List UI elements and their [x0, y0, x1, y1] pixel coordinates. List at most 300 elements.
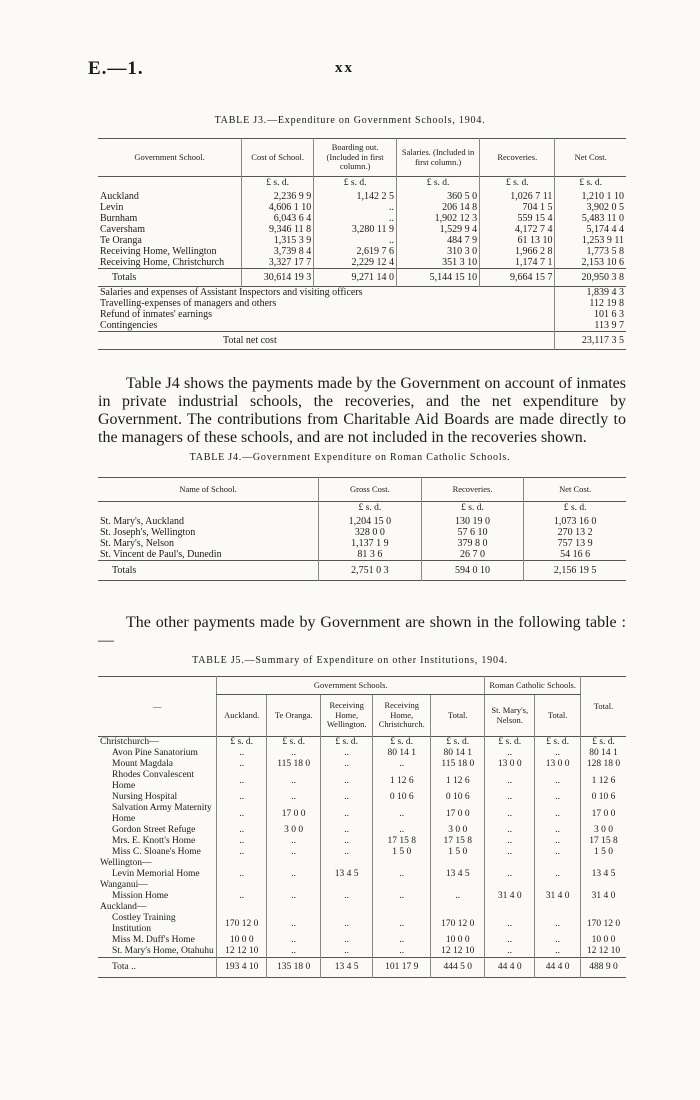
row-cell: 0 10 6	[373, 792, 431, 803]
row-label: St. Vincent de Paul's, Dunedin	[100, 548, 222, 560]
row-cell: 3,280 11 9	[314, 224, 397, 235]
unit-header: £ s. d.	[314, 177, 397, 191]
row-label: Te Oranga	[100, 234, 142, 246]
row-cell: 12 12 10	[581, 946, 626, 958]
table-row	[98, 286, 626, 298]
table-row	[98, 847, 626, 858]
row-cell: 351 3 10	[397, 257, 480, 269]
row-cell: 2,153 10 6	[555, 257, 626, 269]
row-cell: ..	[321, 792, 373, 803]
group-row	[98, 880, 626, 891]
row-cell	[267, 880, 321, 891]
row-cell: ..	[373, 803, 431, 825]
row-cell: 757 13 9	[524, 538, 626, 549]
row-cell	[581, 858, 626, 869]
total-cell: 9,271 14 0	[314, 268, 397, 286]
table-j4-caption: TABLE J4.—Government Expenditure on Roman Catholic Schools.	[189, 452, 511, 463]
col-header: Net Cost.	[524, 478, 626, 502]
row-label: Avon Pine Sanatorium	[112, 748, 198, 758]
row-cell: 57 6 10	[421, 527, 524, 538]
col-header: Receiving Home, Wellington.	[321, 695, 373, 737]
table-row	[98, 257, 626, 269]
row-cell: ..	[217, 803, 267, 825]
row-cell: 4,172 7 4	[480, 224, 555, 235]
row-cell: 310 3 0	[397, 246, 480, 257]
row-cell: ..	[535, 935, 581, 946]
col-header: Net Cost.	[555, 139, 626, 177]
row-cell	[485, 902, 535, 913]
total-cell: 9,664 15 7	[480, 268, 555, 286]
col-header: Salaries. (Included in first column.)	[397, 139, 480, 177]
row-label: Receiving Home, Christchurch	[100, 256, 225, 268]
row-label: Burnham	[100, 212, 138, 224]
col-header: Recoveries.	[421, 478, 524, 502]
row-cell: ..	[321, 847, 373, 858]
table-j5	[98, 676, 626, 978]
table-j5-caption: TABLE J5.—Summary of Expenditure on other Institutions, 1904.	[192, 655, 508, 666]
row-cell: 31 4 0	[535, 891, 581, 902]
group-row	[98, 902, 626, 913]
row-cell: 3 0 0	[431, 825, 485, 836]
total-cell: 20,950 3 8	[555, 268, 626, 286]
row-cell: 2,619 7 6	[314, 246, 397, 257]
table-row	[98, 748, 626, 759]
table-j3	[98, 138, 626, 350]
row-cell: 379 8 0	[421, 538, 524, 549]
row-cell: 80 14 1	[431, 748, 485, 759]
table-row	[98, 235, 626, 246]
col-header: Gross Cost.	[319, 478, 422, 502]
row-cell: ..	[535, 946, 581, 958]
row-cell: ..	[321, 935, 373, 946]
col-header: Total.	[535, 695, 581, 737]
row-cell: 1,902 12 3	[397, 213, 480, 224]
total-cell: 5,144 15 10	[397, 268, 480, 286]
row-label: Gordon Street Refuge	[112, 825, 196, 835]
table-row	[98, 320, 626, 332]
row-label: Christchurch—	[100, 737, 159, 747]
row-cell: 270 13 2	[524, 527, 626, 538]
group-header: Government Schools.	[217, 677, 485, 695]
row-cell: ..	[217, 869, 267, 880]
group-header: Roman Catholic Schools.	[485, 677, 581, 695]
col-header-blank: —	[152, 700, 162, 711]
row-cell: 1 5 0	[581, 847, 626, 858]
row-cell: ..	[267, 847, 321, 858]
row-cell: 4,606 1 10	[242, 202, 314, 213]
paragraph-j4-intro: Table J4 shows the payments made by the Government on account of inmates in private industrial schools, the recoveries, and the net expenditure by Government. The contributions from Charitable Aid Boards are made directly to the managers of these schools, and are not included in the recoveries shown.	[98, 375, 626, 446]
page-number: xx	[335, 60, 354, 76]
row-cell: ..	[485, 770, 535, 792]
row-label: St. Mary's, Auckland	[100, 515, 185, 527]
row-cell: £ s. d.	[321, 737, 373, 749]
row-cell: 0 10 6	[431, 792, 485, 803]
row-cell: ..	[485, 825, 535, 836]
row-label: Receiving Home, Wellington	[100, 245, 217, 257]
row-cell: 12 12 10	[217, 946, 267, 958]
row-cell: ..	[485, 847, 535, 858]
row-cell: 2,229 12 4	[314, 257, 397, 269]
total-cell: 488 9 0	[581, 958, 626, 978]
row-cell: ..	[314, 213, 397, 224]
row-cell: 206 14 8	[397, 202, 480, 213]
totals-label: Totals	[112, 271, 137, 283]
row-cell: £ s. d.	[373, 737, 431, 749]
row-cell: ..	[485, 913, 535, 935]
row-cell	[217, 858, 267, 869]
table-row	[98, 792, 626, 803]
row-cell: 1,073 16 0	[524, 516, 626, 527]
row-cell: 1,210 1 10	[555, 191, 626, 202]
row-cell: ..	[217, 792, 267, 803]
row-cell	[373, 902, 431, 913]
page-section-label: E.—1.	[88, 58, 144, 79]
row-cell: ..	[217, 847, 267, 858]
row-cell: ..	[485, 935, 535, 946]
row-cell: 3 0 0	[581, 825, 626, 836]
row-cell: £ s. d.	[267, 737, 321, 749]
col-header: St. Mary's, Nelson.	[485, 695, 535, 737]
row-cell: ..	[535, 748, 581, 759]
row-cell: ..	[321, 913, 373, 935]
row-cell: 17 0 0	[581, 803, 626, 825]
row-label: Levin Memorial Home	[112, 869, 200, 879]
row-cell	[535, 858, 581, 869]
totals-label: Totals	[112, 564, 137, 576]
row-cell: ..	[314, 235, 397, 246]
row-cell: 31 4 0	[485, 891, 535, 902]
row-cell: 1 5 0	[431, 847, 485, 858]
row-label: Costley Training Institution	[112, 913, 176, 934]
table-row	[98, 825, 626, 836]
table-j3-caption: TABLE J3.—Expenditure on Government Schools, 1904.	[214, 115, 486, 126]
row-cell: 3 0 0	[267, 825, 321, 836]
row-cell: ..	[485, 946, 535, 958]
row-cell: 113 9 7	[555, 320, 626, 332]
table-row	[98, 309, 626, 320]
row-cell: ..	[321, 748, 373, 759]
row-cell: 0 10 6	[581, 792, 626, 803]
row-cell: 17 15 8	[373, 836, 431, 847]
row-cell: 3,902 0 5	[555, 202, 626, 213]
table-row	[98, 538, 626, 549]
total-cell: 13 4 5	[321, 958, 373, 978]
row-cell: 1 5 0	[373, 847, 431, 858]
row-label: Travelling-expenses of managers and others	[100, 297, 277, 309]
row-cell: £ s. d.	[581, 737, 626, 749]
row-cell: £ s. d.	[535, 737, 581, 749]
row-cell: 81 3 6	[319, 549, 422, 561]
row-label: Caversham	[100, 223, 145, 235]
row-cell: ..	[267, 946, 321, 958]
row-cell	[431, 880, 485, 891]
unit-header: £ s. d.	[480, 177, 555, 191]
row-cell: 54 16 6	[524, 549, 626, 561]
row-label: Rhodes Convalescent Home	[112, 770, 195, 791]
row-cell: ..	[217, 825, 267, 836]
table-row	[98, 759, 626, 770]
row-cell: 1,026 7 11	[480, 191, 555, 202]
row-label: Auckland	[100, 190, 139, 202]
row-cell: 559 15 4	[480, 213, 555, 224]
row-cell: 328 0 0	[319, 527, 422, 538]
row-label: Miss C. Sloane's Home	[112, 847, 201, 857]
row-cell: ..	[373, 759, 431, 770]
totals-label: Tota ..	[112, 962, 136, 972]
row-cell: ..	[373, 946, 431, 958]
row-cell: 112 19 8	[555, 298, 626, 309]
row-cell: ..	[321, 759, 373, 770]
row-cell: 9,346 11 8	[242, 224, 314, 235]
col-header: Auckland.	[217, 695, 267, 737]
row-label: Mrs. E. Knott's Home	[112, 836, 196, 846]
table-row	[98, 191, 626, 202]
row-cell: 170 12 0	[581, 913, 626, 935]
row-cell: 10 0 0	[581, 935, 626, 946]
row-cell: 17 0 0	[267, 803, 321, 825]
row-cell: 1,142 2 5	[314, 191, 397, 202]
total-cell: 594 0 10	[421, 560, 524, 580]
row-cell	[581, 880, 626, 891]
row-cell: ..	[321, 946, 373, 958]
row-label: Levin	[100, 201, 124, 213]
row-cell: 10 0 0	[431, 935, 485, 946]
row-label: Mount Magdala	[112, 759, 173, 769]
row-cell	[485, 880, 535, 891]
unit-header: £ s. d.	[242, 177, 314, 191]
group-row	[98, 858, 626, 869]
paragraph-j5-intro: The other payments made by Government are shown in the following table :—	[98, 614, 626, 649]
total-cell: 44 4 0	[535, 958, 581, 978]
table-row	[98, 298, 626, 309]
table-row	[98, 527, 626, 538]
row-cell: ..	[535, 770, 581, 792]
row-cell: 17 15 8	[581, 836, 626, 847]
row-cell: 1,174 7 1	[480, 257, 555, 269]
row-cell: ..	[267, 792, 321, 803]
col-header: Government School.	[134, 151, 205, 162]
row-label: Wellington—	[100, 858, 152, 868]
row-cell: ..	[267, 891, 321, 902]
row-cell: ..	[535, 913, 581, 935]
row-cell	[217, 902, 267, 913]
row-cell: ..	[485, 748, 535, 759]
unit-header: £ s. d.	[421, 502, 524, 516]
col-header: Te Oranga.	[267, 695, 321, 737]
row-cell	[535, 902, 581, 913]
total-cell: 101 17 9	[373, 958, 431, 978]
row-cell: 10 0 0	[217, 935, 267, 946]
row-cell	[535, 880, 581, 891]
row-cell: 31 4 0	[581, 891, 626, 902]
row-cell: ..	[485, 792, 535, 803]
row-label: Auckland—	[100, 902, 147, 912]
row-cell: ..	[217, 836, 267, 847]
table-row	[98, 891, 626, 902]
table-row	[98, 913, 626, 935]
col-header: Total.	[431, 695, 485, 737]
net-cost-value: 23,117 3 5	[555, 331, 626, 349]
table-row	[98, 549, 626, 561]
row-cell: ..	[431, 891, 485, 902]
row-cell: 1 12 6	[373, 770, 431, 792]
table-row	[98, 516, 626, 527]
row-label: St. Joseph's, Wellington	[100, 526, 196, 538]
row-cell: 128 18 0	[581, 759, 626, 770]
row-cell: 1,315 3 9	[242, 235, 314, 246]
total-cell: 193 4 10	[217, 958, 267, 978]
row-cell: ..	[535, 803, 581, 825]
row-label: Salaries and expenses of Assistant Inspectors and visiting officers	[100, 286, 363, 298]
row-cell: 484 7 9	[397, 235, 480, 246]
row-cell	[581, 902, 626, 913]
table-row	[98, 836, 626, 847]
row-cell: 17 15 8	[431, 836, 485, 847]
row-cell: ..	[373, 913, 431, 935]
row-cell: 704 1 5	[480, 202, 555, 213]
table-row	[98, 737, 626, 749]
row-cell: ..	[485, 803, 535, 825]
row-label: Wanganui—	[100, 880, 148, 890]
row-cell: ..	[267, 935, 321, 946]
table-row	[98, 202, 626, 213]
table-row	[98, 770, 626, 792]
row-cell: ..	[485, 836, 535, 847]
row-label: St. Mary's, Nelson	[100, 537, 175, 549]
row-cell: 130 19 0	[421, 516, 524, 527]
row-cell: ..	[321, 825, 373, 836]
row-label: Nursing Hospital	[112, 792, 178, 802]
row-cell: 13 4 5	[321, 869, 373, 880]
row-cell: ..	[314, 202, 397, 213]
row-cell: ..	[535, 847, 581, 858]
total-cell: 2,156 19 5	[524, 560, 626, 580]
row-cell: ..	[373, 825, 431, 836]
row-cell: 3,327 17 7	[242, 257, 314, 269]
row-label: Contingencies	[100, 319, 158, 331]
row-cell: 12 12 10	[431, 946, 485, 958]
col-header: Cost of School.	[242, 139, 314, 177]
row-cell: 13 0 0	[485, 759, 535, 770]
row-cell: £ s. d.	[485, 737, 535, 749]
total-cell: 44 4 0	[485, 958, 535, 978]
row-cell	[485, 858, 535, 869]
row-cell	[431, 902, 485, 913]
row-cell: 1,137 1 9	[319, 538, 422, 549]
row-cell: ..	[267, 770, 321, 792]
row-cell: £ s. d.	[431, 737, 485, 749]
row-cell	[267, 902, 321, 913]
col-header: Boarding out. (Included in first column.)	[314, 139, 397, 177]
row-cell: 101 6 3	[555, 309, 626, 320]
row-cell: 5,174 4 4	[555, 224, 626, 235]
row-cell: ..	[535, 825, 581, 836]
row-cell: ..	[373, 935, 431, 946]
total-cell: 135 18 0	[267, 958, 321, 978]
table-row	[98, 946, 626, 958]
row-cell	[267, 858, 321, 869]
row-cell: ..	[217, 759, 267, 770]
row-label: Miss M. Duff's Home	[112, 935, 195, 945]
row-cell: 115 18 0	[267, 759, 321, 770]
row-cell: 5,483 11 0	[555, 213, 626, 224]
row-cell: ..	[535, 869, 581, 880]
row-cell: ..	[267, 869, 321, 880]
row-cell: 170 12 0	[431, 913, 485, 935]
row-cell: 360 5 0	[397, 191, 480, 202]
row-cell: 1,839 4 3	[555, 286, 626, 298]
row-cell	[321, 858, 373, 869]
row-cell: 2,236 9 9	[242, 191, 314, 202]
row-cell: 1,253 9 11	[555, 235, 626, 246]
row-cell	[321, 902, 373, 913]
row-cell: 1,773 5 8	[555, 246, 626, 257]
row-cell: ..	[535, 836, 581, 847]
unit-header: £ s. d.	[397, 177, 480, 191]
row-cell: ..	[321, 803, 373, 825]
row-cell: £ s. d.	[217, 737, 267, 749]
table-row	[98, 803, 626, 825]
table-j4	[98, 477, 626, 581]
row-cell: 80 14 1	[373, 748, 431, 759]
row-cell: ..	[373, 891, 431, 902]
unit-header: £ s. d.	[319, 502, 422, 516]
row-cell: 1 12 6	[581, 770, 626, 792]
row-cell: 1,529 9 4	[397, 224, 480, 235]
unit-header: £ s. d.	[555, 177, 626, 191]
row-cell: 170 12 0	[217, 913, 267, 935]
table-row	[98, 935, 626, 946]
row-cell: 17 0 0	[431, 803, 485, 825]
row-cell: 13 4 5	[431, 869, 485, 880]
row-cell: ..	[217, 748, 267, 759]
row-cell: ..	[321, 770, 373, 792]
row-cell: ..	[217, 891, 267, 902]
row-cell: ..	[267, 836, 321, 847]
row-cell: 13 4 5	[581, 869, 626, 880]
row-cell: ..	[321, 836, 373, 847]
row-cell: 1,966 2 8	[480, 246, 555, 257]
row-cell	[321, 880, 373, 891]
row-label: Salvation Army Maternity Home	[112, 803, 212, 824]
row-label: Refund of inmates' earnings	[100, 308, 213, 320]
row-cell	[373, 880, 431, 891]
col-header: Name of School.	[179, 483, 237, 494]
total-cell: 2,751 0 3	[319, 560, 422, 580]
row-cell: 80 14 1	[581, 748, 626, 759]
row-cell	[431, 858, 485, 869]
col-header: Recoveries.	[480, 139, 555, 177]
col-header: Total.	[581, 677, 626, 737]
col-header: Receiving Home, Christchurch.	[373, 695, 431, 737]
row-cell: 1,204 15 0	[319, 516, 422, 527]
unit-header: £ s. d.	[524, 502, 626, 516]
row-cell: 3,739 8 4	[242, 246, 314, 257]
row-cell: 6,043 6 4	[242, 213, 314, 224]
row-cell: ..	[321, 891, 373, 902]
row-label: St. Mary's Home, Otahuhu	[112, 946, 214, 956]
row-cell: ..	[267, 748, 321, 759]
total-cell: 444 5 0	[431, 958, 485, 978]
table-row	[98, 224, 626, 235]
row-cell: 13 0 0	[535, 759, 581, 770]
total-cell: 30,614 19 3	[242, 268, 314, 286]
net-cost-label: Total net cost	[223, 334, 277, 346]
table-row	[98, 869, 626, 880]
row-label: Mission Home	[112, 891, 169, 901]
table-row	[98, 246, 626, 257]
row-cell: ..	[373, 869, 431, 880]
